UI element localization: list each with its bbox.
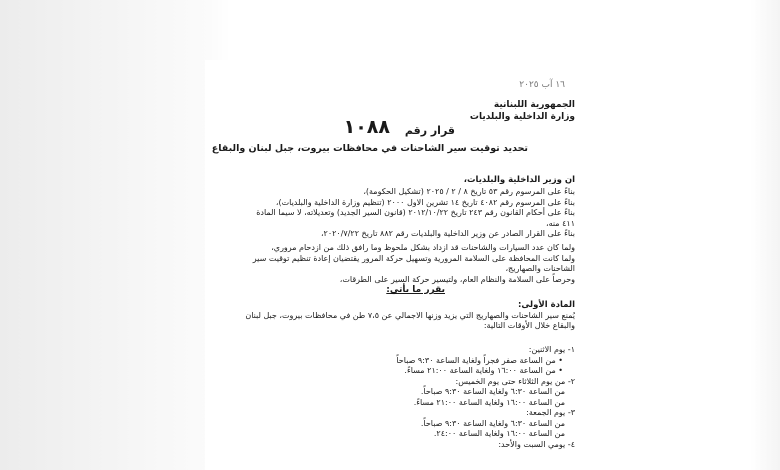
consideration-line: ولما كانت المحافظة على السلامة المرورية وتسهيل حركة المرور يقتضيان إعادة تنظيم توقيت سير — [252, 253, 575, 263]
schedule-slot: من الساعة ١٦:٠٠ ولغاية الساعة ٢٤:٠٠. — [433, 429, 565, 438]
document-page — [205, 60, 575, 470]
preamble — [210, 187, 575, 240]
ministry-header: وزارة الداخلية والبلديات — [469, 112, 575, 122]
schedule-day: ٣- يوم الجمعة: — [526, 408, 575, 417]
schedule-slot: من الساعة ٦:٣٠ ولغاية الساعة ٩:٣٠ صباحاً. — [420, 418, 565, 428]
schedule-slot: من الساعة ١٦:٠٠ ولغاية الساعة ٢١:٠٠ مساءً. — [413, 397, 565, 407]
preamble-line: بناءً على المرسوم رقم ٥٣ تاريخ ٨ / ٢ / ٢٠٢٥ (تشكيل الحكومة)، — [363, 187, 575, 196]
consideration-line: وحرصاً على السلامة والنظام العام، ولتيسير حركة السير على الطرقات، — [339, 274, 575, 284]
decides-heading: يقرر ما يأتي: — [386, 285, 445, 295]
schedule-day: ٤- يومي السبت والأحد: — [498, 439, 575, 449]
article-1-title: المادة الأولى: — [517, 300, 575, 310]
preamble-line: ٤١١ منه، — [545, 218, 575, 228]
schedule-slot: • من الساعة صفر فجراً ولغاية الساعة ٩:٣٠ صباحاً — [396, 355, 563, 365]
article-1-text: يُمنع سير الشاحنات والصهاريج التي يزيد وزنها الاجمالي عن ٧،٥ طن في محافظات بيروت، جبل لبنان — [245, 310, 575, 320]
decision-number: ١٠٨٨ — [343, 116, 390, 138]
preamble-line: بناءً على المرسوم رقم ٤٠٨٢ تاريخ ١٤ تشرين الاول ٢٠٠٠ (تنظيم وزارة الداخلية والبلديات)، — [275, 197, 575, 207]
considerations — [210, 243, 575, 285]
preamble-line: بناءً على أحكام القانون رقم ٢٤٣ تاريخ ٢٠١٢/١٠/٢٢ (قانون السير الجديد) وتعديلاته، لا سيما المادة — [256, 208, 575, 217]
consideration-line: الشاحنات والصهاريج، — [505, 264, 575, 273]
consideration-line: ولما كان عدد السيارات والشاحنات قد ازداد بشكل ملحوظ وما رافق ذلك من ازدحام مروري، — [271, 243, 575, 252]
article-1-text: والبقاع خلال الأوقات التالية: — [483, 321, 575, 330]
republic-header: الجمهورية اللبنانية — [493, 100, 575, 110]
decision-subject: تحديد توقيت سير الشاحنات في محافظات بيروت، جبل لبنان والبقاع — [211, 143, 528, 154]
addressee-line: ان وزير الداخلية والبلديات، — [463, 175, 575, 185]
decision-label: قرار رقم — [404, 124, 455, 137]
schedule-day: ٢- من يوم الثلاثاء حتى يوم الخميس: — [455, 376, 575, 386]
schedule-slot: • من الساعة ١٦:٠٠ ولغاية الساعة ٢١:٠٠ مساءً. — [404, 366, 563, 375]
schedule-day: ١- يوم الاثنين: — [528, 345, 575, 354]
addressee — [210, 175, 575, 186]
article-1 — [210, 300, 575, 332]
date-stamp: ١٦ آب ٢٠٢٥ — [519, 80, 565, 90]
schedule-slot: من الساعة ٦:٣٠ ولغاية الساعة ٩:٣٠ صباحاً. — [420, 387, 565, 396]
preamble-line: بناءً على القرار الصادر عن وزير الداخلية والبلديات رقم ٨٨٢ تاريخ ٢٠٢٠/٧/٢٢، — [320, 229, 575, 238]
schedule-list — [210, 345, 575, 450]
